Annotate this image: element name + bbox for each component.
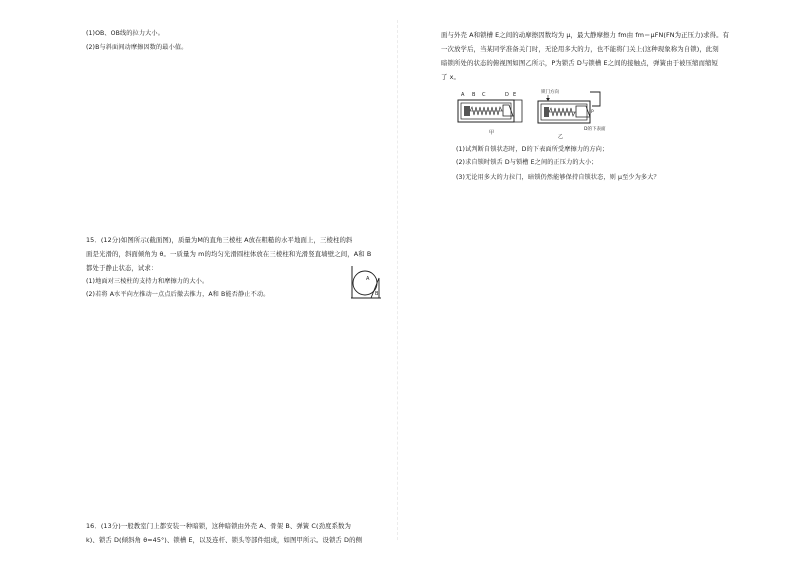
q16-cont-line-1: 面与外壳 A和锁槽 E之间的动摩擦因数均为 μ，最大静摩擦力 fm由 fm＝μFN(FN为正压力)求得。有 — [441, 31, 730, 39]
q15-sub-2: (2)若将 A水平向左推动一点点后撤去推力，A和 B能否静止不动。 — [86, 291, 270, 298]
yi-caption: 乙 — [558, 134, 564, 140]
q16-sub-2: (2)求自锁时锁舌 D与锁槽 E之间的正压力的大小； — [456, 159, 598, 166]
q16-sub-3: (3)无论用多大的力拉门，暗锁仍然能够保持自锁状态，则 μ至少为多大？ — [456, 174, 660, 181]
lock-figure-jia — [456, 88, 528, 138]
column-divider — [397, 20, 398, 540]
jia-label-a: A — [461, 92, 465, 98]
jia-label-d: D — [505, 92, 509, 98]
q15-figure-label-a: A — [366, 276, 370, 282]
q15-line-3: 都处于静止状态，试求： — [86, 264, 158, 272]
yi-label-p: P — [591, 110, 594, 115]
prev-question-sub-2: (2)B与斜面间动摩擦因数的最小值。 — [86, 44, 188, 51]
yi-d-bottom-label: D的下表面 — [584, 127, 606, 132]
q16-cont-line-3: 暗锁所处的状态的俯视图如图乙所示，P为锁舌 D与锁槽 E之间的接触点，弹簧由于被压缩而缩短 — [441, 59, 718, 67]
q15-figure — [350, 266, 382, 300]
q15-figure-label-b: B — [375, 291, 379, 297]
yi-door-direction: 锁门方向 — [541, 90, 559, 95]
jia-label-b: B — [472, 92, 476, 98]
q16-line-2: k)、锁舌 D(倾斜角 θ=45°)、锁槽 E，以及连杆、锁头等部件组成，如图甲所示。设锁舌 D的侧 — [86, 536, 363, 544]
q16-line-1: 16．(13分)一般教室门上都安装一种暗锁，这种暗锁由外壳 A、骨架 B、弹簧 C(劲度系数为 — [86, 522, 352, 530]
q15-sub-1: (1)地面对三棱柱的支持力和摩擦力的大小。 — [86, 278, 209, 285]
prev-question-sub-1: (1)OB、OB线的拉力大小。 — [86, 30, 164, 37]
q15-line-2: 面是光滑的，斜面倾角为 θ。一质量为 m的均匀光滑圆柱体放在三棱柱和光滑竖直墙壁之间，A和 B — [86, 250, 372, 258]
q15-line-1: 15．(12分)如图所示(截面图)，质量为M的直角三棱柱 A放在粗糙的水平地面上，三棱柱的斜 — [86, 236, 353, 244]
jia-label-e: E — [513, 92, 517, 98]
q16-cont-line-2: 一次放学后，当某同学准备关门时，无论用多大的力，也不能将门关上(这种现象称为自锁)，此刻 — [441, 45, 719, 53]
jia-label-c: C — [482, 92, 486, 98]
q16-cont-line-4: 了 x。 — [441, 73, 460, 81]
lock-figure-yi — [536, 86, 610, 140]
jia-caption: 甲 — [489, 130, 495, 136]
q16-sub-1: (1)试判断自锁状态时，D的下表面所受摩擦力的方向； — [456, 146, 609, 153]
